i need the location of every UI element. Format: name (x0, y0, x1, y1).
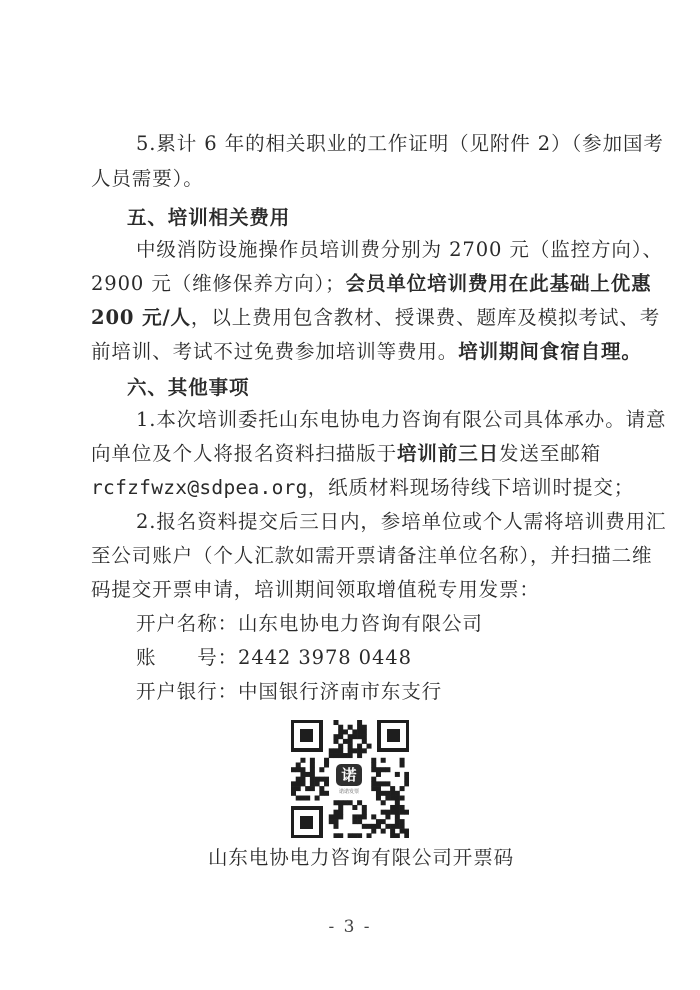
qr-module (333, 824, 338, 829)
qr-module (324, 758, 329, 763)
qr-module (362, 734, 367, 739)
qr-module (367, 833, 372, 838)
fee-line-3-bold: 200 元/人 (91, 306, 191, 329)
qr-module (357, 748, 362, 753)
qr-module (357, 800, 362, 805)
qr-module (362, 814, 367, 819)
qr-module (381, 758, 386, 763)
qr-module (381, 800, 386, 805)
other-2-line-1: 2.报名资料提交后三日内，参培单位或个人需将培训费用汇 (136, 510, 667, 533)
qr-module (333, 814, 338, 819)
qr-module (395, 814, 400, 819)
qr-module (385, 791, 390, 796)
qr-module (385, 796, 390, 801)
qr-module (367, 824, 372, 829)
qr-module (404, 833, 409, 838)
qr-module (296, 767, 301, 772)
qr-module (310, 772, 315, 777)
qr-module (338, 734, 343, 739)
qr-module (390, 824, 395, 829)
qr-module (362, 729, 367, 734)
qr-module (348, 833, 353, 838)
qr-module (400, 805, 405, 810)
qr-module (400, 796, 405, 801)
qr-module (357, 734, 362, 739)
nuonuo-logo-text: 诺诺发票 (338, 788, 359, 795)
qr-module (291, 767, 296, 772)
qr-module (390, 791, 395, 796)
qr-module (310, 777, 315, 782)
qr-module (390, 829, 395, 834)
qr-module (371, 781, 376, 786)
qr-module (357, 725, 362, 730)
qr-module (329, 814, 334, 819)
qr-module (376, 791, 381, 796)
qr-module (400, 786, 405, 791)
qr-module (367, 744, 372, 749)
qr-module (296, 777, 301, 782)
qr-module (333, 800, 338, 805)
fee-line-2 (91, 271, 652, 297)
qr-module (362, 810, 367, 815)
qr-module (310, 762, 315, 767)
qr-module (333, 810, 338, 815)
qr-module (357, 833, 362, 838)
nuonuo-logo-icon: 诺 (336, 764, 362, 786)
qr-module (376, 796, 381, 801)
qr-module (348, 800, 353, 805)
qr-module (333, 833, 338, 838)
other-1-line-2-a: 向单位及个人将报名资料扫描版于 (91, 442, 398, 465)
qr-module (404, 781, 409, 786)
qr-module (343, 753, 348, 758)
qr-module (338, 753, 343, 758)
qr-module (400, 810, 405, 815)
qr-module (385, 767, 390, 772)
qr-module (395, 791, 400, 796)
qr-module (343, 739, 348, 744)
fee-line-2-normal: 2900 元（维修保养方向）； (91, 272, 346, 295)
qr-module (357, 744, 362, 749)
qr-module (376, 767, 381, 772)
qr-module (338, 805, 343, 810)
account-bank-row (136, 679, 442, 705)
item-5-line-1: 5.累计 6 年的相关职业的工作证明（见附件 2）（参加国考 (136, 132, 664, 155)
qr-module (310, 781, 315, 786)
qr-module (348, 725, 353, 730)
section-6-title: 六、其他事项 (127, 376, 250, 399)
qr-module (352, 748, 357, 753)
qr-module (310, 767, 315, 772)
qr-module (333, 720, 338, 725)
invoice-qr-code[interactable] (291, 720, 409, 838)
qr-module (404, 810, 409, 815)
qr-module (305, 772, 310, 777)
qr-module (300, 758, 305, 763)
qr-module (352, 833, 357, 838)
qr-module (315, 781, 320, 786)
qr-finder-top-left-core (300, 729, 313, 742)
qr-module (338, 800, 343, 805)
qr-caption: 山东电协电力咨询有限公司开票码 (208, 846, 515, 869)
qr-module (357, 729, 362, 734)
qr-module (390, 833, 395, 838)
qr-module (329, 819, 334, 824)
qr-module (338, 725, 343, 730)
qr-module (352, 729, 357, 734)
qr-module (291, 781, 296, 786)
account-name-value: 山东电协电力咨询有限公司 (238, 612, 483, 635)
qr-module (348, 753, 353, 758)
qr-module (333, 748, 338, 753)
qr-module (333, 734, 338, 739)
account-name-row (136, 611, 483, 637)
qr-module (381, 819, 386, 824)
qr-module (376, 819, 381, 824)
qr-module (348, 734, 353, 739)
qr-module (400, 819, 405, 824)
qr-module (291, 791, 296, 796)
qr-module (357, 819, 362, 824)
qr-module (310, 758, 315, 763)
qr-module (338, 814, 343, 819)
email-link[interactable]: rcfzfwzx@sdpea.org (91, 476, 308, 499)
qr-module (319, 777, 324, 782)
qr-module (362, 748, 367, 753)
qr-module (362, 824, 367, 829)
qr-module (376, 786, 381, 791)
qr-module (390, 786, 395, 791)
qr-module (371, 777, 376, 782)
qr-module (333, 739, 338, 744)
qr-module (300, 777, 305, 782)
qr-module (343, 800, 348, 805)
qr-module (395, 819, 400, 824)
qr-module (376, 772, 381, 777)
account-bank-label: 开户银行： (136, 680, 239, 703)
qr-module (362, 725, 367, 730)
qr-module (300, 796, 305, 801)
qr-module (400, 762, 405, 767)
qr-module (395, 810, 400, 815)
qr-module (315, 796, 320, 801)
qr-module (315, 777, 320, 782)
qr-module (333, 819, 338, 824)
qr-module (381, 829, 386, 834)
qr-module (395, 800, 400, 805)
qr-module (352, 819, 357, 824)
fee-line-3-normal: ，以上费用包含教材、授课费、题库及模拟考试、考 (190, 306, 661, 329)
qr-module (352, 734, 357, 739)
other-1-line-2-bold: 培训前三日 (397, 442, 500, 465)
qr-module (381, 791, 386, 796)
qr-module (404, 829, 409, 834)
qr-module (305, 796, 310, 801)
other-1-line-2-c: 发送至邮箱 (499, 442, 602, 465)
other-1-line-2 (91, 441, 601, 467)
fee-line-4-normal: 前培训、考试不过免费参加培训等费用。 (91, 340, 459, 363)
qr-module (319, 791, 324, 796)
qr-module (333, 753, 338, 758)
qr-module (291, 786, 296, 791)
section-5-title: 五、培训相关费用 (127, 206, 291, 229)
qr-module (338, 810, 343, 815)
qr-module (371, 758, 376, 763)
qr-module (390, 810, 395, 815)
other-1-line-3-rest: ，纸质材料现场待线下培训时提交； (307, 476, 635, 499)
qr-module (371, 762, 376, 767)
qr-module (362, 739, 367, 744)
qr-module (395, 833, 400, 838)
qr-module (338, 833, 343, 838)
qr-finder-bottom-left-core (300, 816, 313, 829)
qr-module (357, 753, 362, 758)
qr-module (296, 781, 301, 786)
qr-module (296, 762, 301, 767)
qr-module (395, 805, 400, 810)
qr-module (338, 748, 343, 753)
qr-module (319, 786, 324, 791)
qr-module (404, 777, 409, 782)
qr-module (348, 744, 353, 749)
qr-module (338, 729, 343, 734)
qr-module (385, 814, 390, 819)
qr-module (385, 824, 390, 829)
qr-module (404, 772, 409, 777)
qr-module (357, 814, 362, 819)
qr-module (329, 753, 334, 758)
qr-module (352, 814, 357, 819)
account-name-label: 开户名称： (136, 612, 239, 635)
qr-finder-top-right-core (387, 729, 400, 742)
other-2-line-3: 码提交开票申请，培训期间领取增值税专用发票： (91, 578, 540, 601)
other-1-line-3 (91, 475, 634, 501)
account-number-value: 2442 3978 0448 (238, 646, 412, 669)
fee-line-2-bold: 会员单位培训费用在此基础上优惠 (345, 272, 652, 295)
account-bank-value: 中国银行济南市东支行 (238, 680, 443, 703)
other-1-line-1: 1.本次培训委托山东电协电力咨询有限公司具体承办。请意 (136, 408, 667, 431)
qr-module (362, 805, 367, 810)
fee-line-4-bold: 培训期间食宿自理。 (458, 340, 642, 363)
qr-module (329, 748, 334, 753)
qr-module (296, 786, 301, 791)
qr-module (390, 805, 395, 810)
qr-module (385, 810, 390, 815)
qr-module (371, 814, 376, 819)
qr-module (381, 767, 386, 772)
qr-module (319, 767, 324, 772)
qr-module (395, 772, 400, 777)
fee-line-1: 中级消防设施操作员培训费分别为 2700 元（监控方向）、 (136, 238, 663, 261)
qr-module (400, 824, 405, 829)
qr-module (371, 786, 376, 791)
qr-module (296, 796, 301, 801)
qr-module (390, 796, 395, 801)
fee-line-3 (91, 305, 660, 331)
qr-module (338, 744, 343, 749)
qr-module (381, 781, 386, 786)
qr-module (343, 729, 348, 734)
qr-module (352, 805, 357, 810)
qr-module (395, 796, 400, 801)
qr-module (300, 781, 305, 786)
fee-line-4 (91, 339, 642, 365)
other-2-line-2: 至公司账户（个人汇款如需开票请备注单位名称），并扫描二维 (91, 544, 653, 567)
qr-module (371, 767, 376, 772)
qr-module (348, 748, 353, 753)
qr-module (371, 824, 376, 829)
qr-module (395, 824, 400, 829)
qr-module (385, 781, 390, 786)
qr-module (300, 772, 305, 777)
account-number-label: 账 号： (136, 646, 239, 669)
qr-module (300, 767, 305, 772)
page-number: - 3 - (328, 917, 372, 937)
qr-module (376, 781, 381, 786)
qr-module (305, 786, 310, 791)
qr-module (400, 829, 405, 834)
item-5-line-2: 人员需要）。 (91, 167, 204, 190)
qr-module (310, 786, 315, 791)
qr-logo-badge (329, 760, 369, 798)
qr-module (348, 739, 353, 744)
qr-module (381, 810, 386, 815)
qr-module (357, 720, 362, 725)
qr-module (371, 829, 376, 834)
qr-module (400, 758, 405, 763)
account-number-row (136, 645, 412, 671)
qr-module (376, 824, 381, 829)
